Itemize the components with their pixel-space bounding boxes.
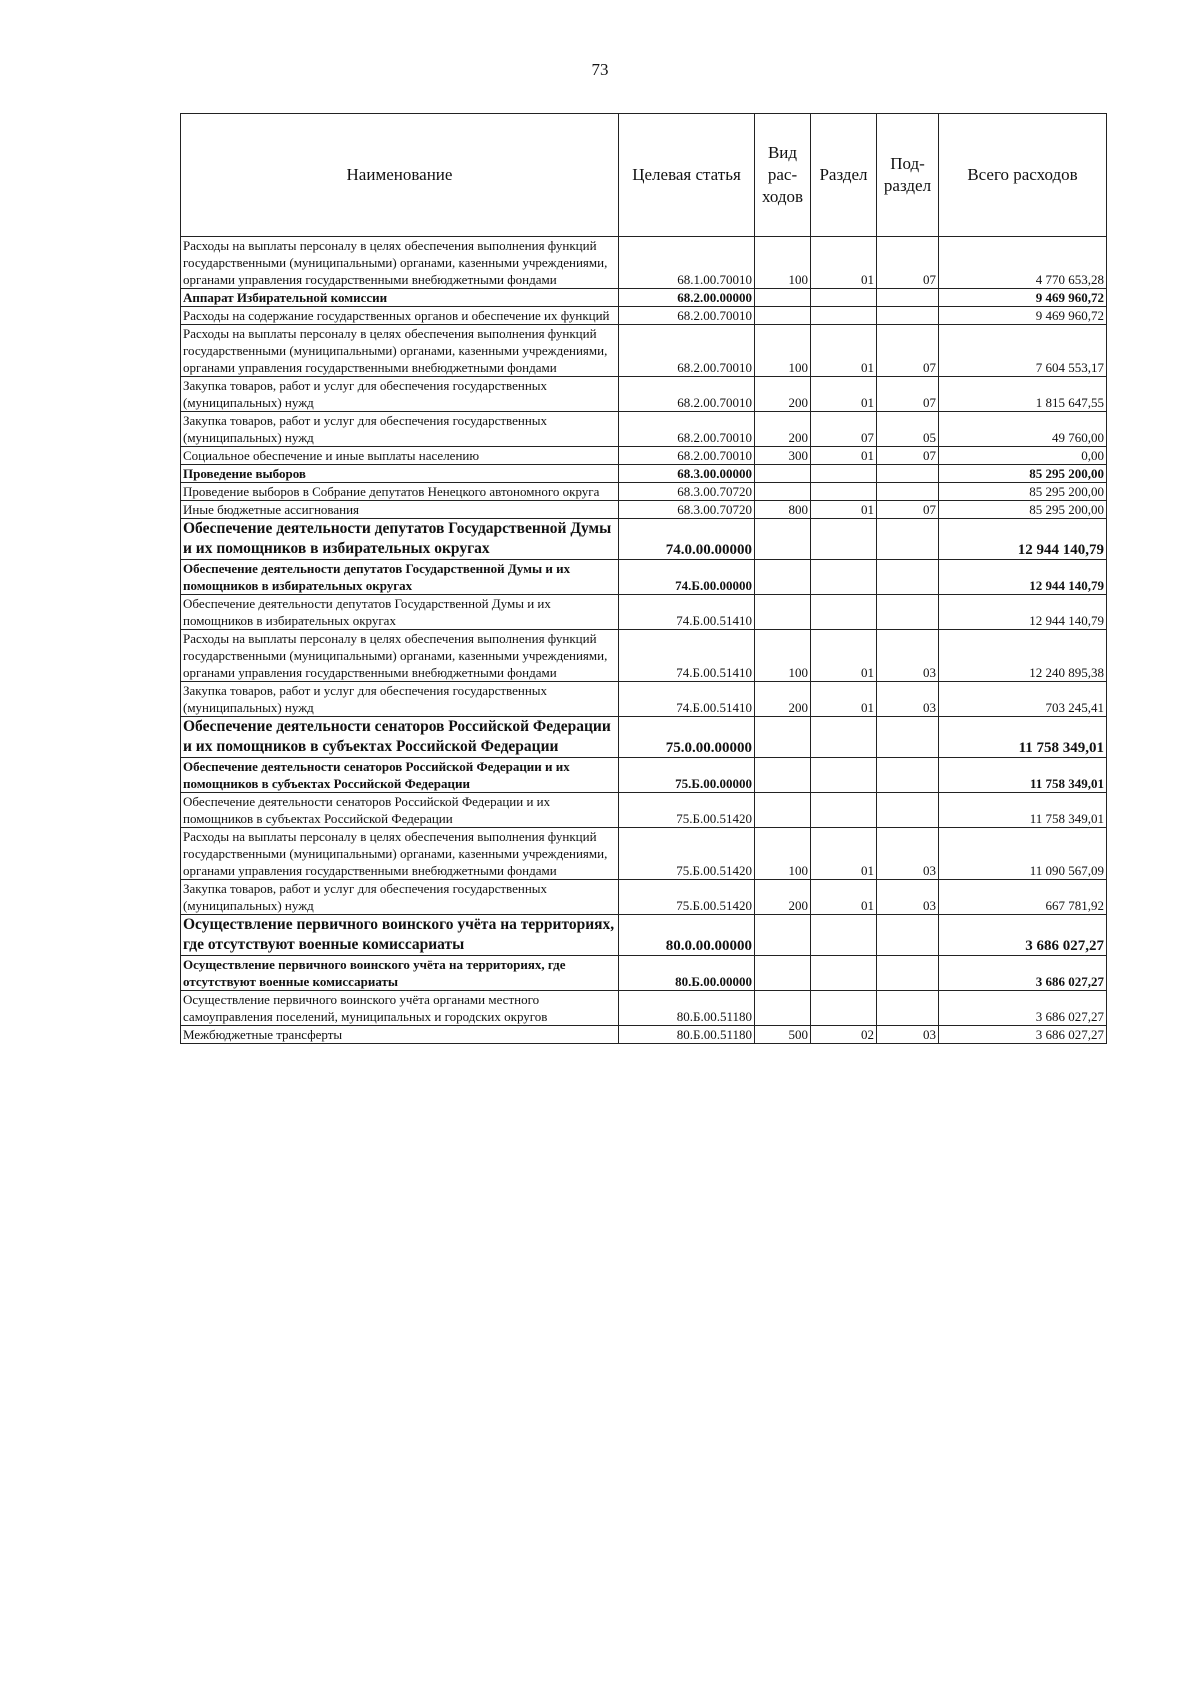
row-code: 68.3.00.00000 <box>619 465 755 483</box>
row-section <box>811 991 877 1026</box>
row-section: 01 <box>811 828 877 880</box>
row-code: 68.2.00.70010 <box>619 447 755 465</box>
row-section: 01 <box>811 325 877 377</box>
row-total: 9 469 960,72 <box>939 307 1107 325</box>
row-section <box>811 483 877 501</box>
row-name: Социальное обеспечение и иные выплаты населению <box>181 447 619 465</box>
row-kind <box>755 595 811 630</box>
row-subsection <box>877 465 939 483</box>
row-section <box>811 307 877 325</box>
table-row <box>181 880 1107 915</box>
table-row <box>181 956 1107 991</box>
row-kind <box>755 915 811 956</box>
row-subsection <box>877 289 939 307</box>
row-section <box>811 560 877 595</box>
row-total: 667 781,92 <box>939 880 1107 915</box>
row-total: 12 944 140,79 <box>939 519 1107 560</box>
row-code: 74.Б.00.51410 <box>619 595 755 630</box>
table-row <box>181 237 1107 289</box>
row-code: 80.0.00.00000 <box>619 915 755 956</box>
row-name: Закупка товаров, работ и услуг для обеспечения государственных (муниципальных) нужд <box>181 682 619 717</box>
row-kind <box>755 307 811 325</box>
table-row <box>181 501 1107 519</box>
row-subsection: 03 <box>877 682 939 717</box>
row-section <box>811 915 877 956</box>
row-kind <box>755 793 811 828</box>
table-row <box>181 483 1107 501</box>
row-name: Проведение выборов <box>181 465 619 483</box>
row-total: 703 245,41 <box>939 682 1107 717</box>
row-section: 01 <box>811 501 877 519</box>
row-kind <box>755 519 811 560</box>
row-total: 85 295 200,00 <box>939 465 1107 483</box>
row-name: Обеспечение деятельности сенаторов Российской Федерации и их помощников в субъектах Российской Федерации <box>181 717 619 758</box>
row-section <box>811 465 877 483</box>
row-section: 01 <box>811 237 877 289</box>
row-subsection <box>877 519 939 560</box>
table-row <box>181 412 1107 447</box>
table-row <box>181 560 1107 595</box>
row-section <box>811 956 877 991</box>
row-section <box>811 717 877 758</box>
row-name: Расходы на выплаты персоналу в целях обеспечения выполнения функций государственными (муниципальными) органами, казенными учреждениями, органами управления государственными внебюджетными фондами <box>181 828 619 880</box>
row-code: 75.Б.00.51420 <box>619 880 755 915</box>
col-header-section: Раздел <box>811 114 877 237</box>
row-subsection: 07 <box>877 447 939 465</box>
row-name: Обеспечение деятельности сенаторов Российской Федерации и их помощников в субъектах Российской Федерации <box>181 793 619 828</box>
table-row <box>181 289 1107 307</box>
row-subsection: 03 <box>877 630 939 682</box>
row-subsection: 03 <box>877 880 939 915</box>
row-name: Межбюджетные трансферты <box>181 1026 619 1044</box>
row-name: Расходы на выплаты персоналу в целях обеспечения выполнения функций государственными (муниципальными) органами, казенными учреждениями, органами управления государственными внебюджетными фондами <box>181 237 619 289</box>
row-kind: 200 <box>755 412 811 447</box>
row-subsection: 03 <box>877 1026 939 1044</box>
row-total: 11 758 349,01 <box>939 793 1107 828</box>
row-total: 12 944 140,79 <box>939 560 1107 595</box>
row-section <box>811 519 877 560</box>
row-section <box>811 289 877 307</box>
row-code: 74.0.00.00000 <box>619 519 755 560</box>
row-name: Осуществление первичного воинского учёта на территориях, где отсутствуют военные комиссариаты <box>181 915 619 956</box>
row-code: 74.Б.00.00000 <box>619 560 755 595</box>
row-code: 68.2.00.70010 <box>619 412 755 447</box>
row-total: 3 686 027,27 <box>939 1026 1107 1044</box>
row-name: Аппарат Избирательной комиссии <box>181 289 619 307</box>
row-kind: 200 <box>755 377 811 412</box>
row-kind: 300 <box>755 447 811 465</box>
table-header-row <box>181 114 1107 237</box>
col-header-total: Всего расходов <box>939 114 1107 237</box>
row-kind: 100 <box>755 325 811 377</box>
row-code: 74.Б.00.51410 <box>619 682 755 717</box>
row-name: Обеспечение деятельности депутатов Государственной Думы и их помощников в избирательных округах <box>181 519 619 560</box>
row-subsection <box>877 915 939 956</box>
row-section: 01 <box>811 880 877 915</box>
row-total: 11 090 567,09 <box>939 828 1107 880</box>
row-subsection: 07 <box>877 237 939 289</box>
row-total: 1 815 647,55 <box>939 377 1107 412</box>
row-code: 68.2.00.70010 <box>619 377 755 412</box>
row-subsection <box>877 483 939 501</box>
row-total: 11 758 349,01 <box>939 758 1107 793</box>
table-row <box>181 793 1107 828</box>
table-row <box>181 307 1107 325</box>
row-name: Обеспечение деятельности депутатов Государственной Думы и их помощников в избирательных округах <box>181 595 619 630</box>
row-code: 80.Б.00.51180 <box>619 1026 755 1044</box>
budget-table <box>180 113 1107 1044</box>
row-total: 85 295 200,00 <box>939 483 1107 501</box>
row-code: 75.Б.00.51420 <box>619 828 755 880</box>
row-code: 68.3.00.70720 <box>619 483 755 501</box>
table-row <box>181 595 1107 630</box>
table-row <box>181 915 1107 956</box>
row-name: Расходы на содержание государственных органов и обеспечение их функций <box>181 307 619 325</box>
row-name: Осуществление первичного воинского учёта органами местного самоуправления поселений, муниципальных и городских округов <box>181 991 619 1026</box>
table-row <box>181 1026 1107 1044</box>
row-code: 74.Б.00.51410 <box>619 630 755 682</box>
row-subsection <box>877 595 939 630</box>
row-subsection: 03 <box>877 828 939 880</box>
row-name: Иные бюджетные ассигнования <box>181 501 619 519</box>
row-section <box>811 758 877 793</box>
table-row <box>181 682 1107 717</box>
row-name: Расходы на выплаты персоналу в целях обеспечения выполнения функций государственными (муниципальными) органами, казенными учреждениями, органами управления государственными внебюджетными фондами <box>181 325 619 377</box>
row-code: 68.3.00.70720 <box>619 501 755 519</box>
row-kind <box>755 289 811 307</box>
row-kind: 500 <box>755 1026 811 1044</box>
table-row <box>181 717 1107 758</box>
row-subsection <box>877 307 939 325</box>
table-row <box>181 465 1107 483</box>
row-code: 75.Б.00.51420 <box>619 793 755 828</box>
page-number: 73 <box>591 60 609 79</box>
row-code: 75.0.00.00000 <box>619 717 755 758</box>
row-code: 68.2.00.70010 <box>619 307 755 325</box>
row-total: 3 686 027,27 <box>939 956 1107 991</box>
table-row <box>181 758 1107 793</box>
row-section: 01 <box>811 377 877 412</box>
row-total: 0,00 <box>939 447 1107 465</box>
row-name: Осуществление первичного воинского учёта на территориях, где отсутствуют военные комиссариаты <box>181 956 619 991</box>
row-total: 85 295 200,00 <box>939 501 1107 519</box>
row-total: 7 604 553,17 <box>939 325 1107 377</box>
row-total: 12 240 895,38 <box>939 630 1107 682</box>
row-subsection <box>877 717 939 758</box>
row-total: 12 944 140,79 <box>939 595 1107 630</box>
row-code: 80.Б.00.51180 <box>619 991 755 1026</box>
col-header-code: Целевая статья <box>619 114 755 237</box>
row-name: Расходы на выплаты персоналу в целях обеспечения выполнения функций государственными (муниципальными) органами, казенными учреждениями, органами управления государственными внебюджетными фондами <box>181 630 619 682</box>
row-subsection: 07 <box>877 377 939 412</box>
row-name: Обеспечение деятельности депутатов Государственной Думы и их помощников в избирательных округах <box>181 560 619 595</box>
row-subsection <box>877 991 939 1026</box>
row-name: Закупка товаров, работ и услуг для обеспечения государственных (муниципальных) нужд <box>181 412 619 447</box>
row-code: 75.Б.00.00000 <box>619 758 755 793</box>
col-header-name: Наименование <box>181 114 619 237</box>
row-code: 68.2.00.70010 <box>619 325 755 377</box>
row-section <box>811 793 877 828</box>
row-total: 3 686 027,27 <box>939 915 1107 956</box>
row-section: 01 <box>811 630 877 682</box>
row-kind: 100 <box>755 630 811 682</box>
row-section: 02 <box>811 1026 877 1044</box>
row-total: 9 469 960,72 <box>939 289 1107 307</box>
row-total: 3 686 027,27 <box>939 991 1107 1026</box>
row-subsection: 07 <box>877 501 939 519</box>
row-subsection <box>877 758 939 793</box>
row-name: Закупка товаров, работ и услуг для обеспечения государственных (муниципальных) нужд <box>181 377 619 412</box>
row-kind <box>755 758 811 793</box>
col-header-subsection: Под- раздел <box>877 114 939 237</box>
row-subsection <box>877 560 939 595</box>
row-section: 01 <box>811 447 877 465</box>
row-kind: 100 <box>755 237 811 289</box>
table-row <box>181 630 1107 682</box>
row-kind: 200 <box>755 880 811 915</box>
table-row <box>181 377 1107 412</box>
row-code: 68.1.00.70010 <box>619 237 755 289</box>
row-section <box>811 595 877 630</box>
row-subsection: 07 <box>877 325 939 377</box>
row-kind: 100 <box>755 828 811 880</box>
table-row <box>181 325 1107 377</box>
row-code: 68.2.00.00000 <box>619 289 755 307</box>
row-subsection <box>877 793 939 828</box>
row-kind <box>755 956 811 991</box>
table-row <box>181 447 1107 465</box>
row-total: 49 760,00 <box>939 412 1107 447</box>
row-name: Закупка товаров, работ и услуг для обеспечения государственных (муниципальных) нужд <box>181 880 619 915</box>
row-kind <box>755 483 811 501</box>
table-row <box>181 991 1107 1026</box>
row-kind <box>755 560 811 595</box>
row-name: Проведение выборов в Собрание депутатов Ненецкого автономного округа <box>181 483 619 501</box>
row-section: 01 <box>811 682 877 717</box>
row-total: 11 758 349,01 <box>939 717 1107 758</box>
row-subsection <box>877 956 939 991</box>
col-header-kind: Вид рас- ходов <box>755 114 811 237</box>
row-total: 4 770 653,28 <box>939 237 1107 289</box>
row-kind: 200 <box>755 682 811 717</box>
row-kind <box>755 465 811 483</box>
row-section: 07 <box>811 412 877 447</box>
table-row <box>181 828 1107 880</box>
table-row <box>181 519 1107 560</box>
row-subsection: 05 <box>877 412 939 447</box>
row-kind <box>755 717 811 758</box>
row-kind: 800 <box>755 501 811 519</box>
row-name: Обеспечение деятельности сенаторов Российской Федерации и их помощников в субъектах Российской Федерации <box>181 758 619 793</box>
row-kind <box>755 991 811 1026</box>
row-code: 80.Б.00.00000 <box>619 956 755 991</box>
